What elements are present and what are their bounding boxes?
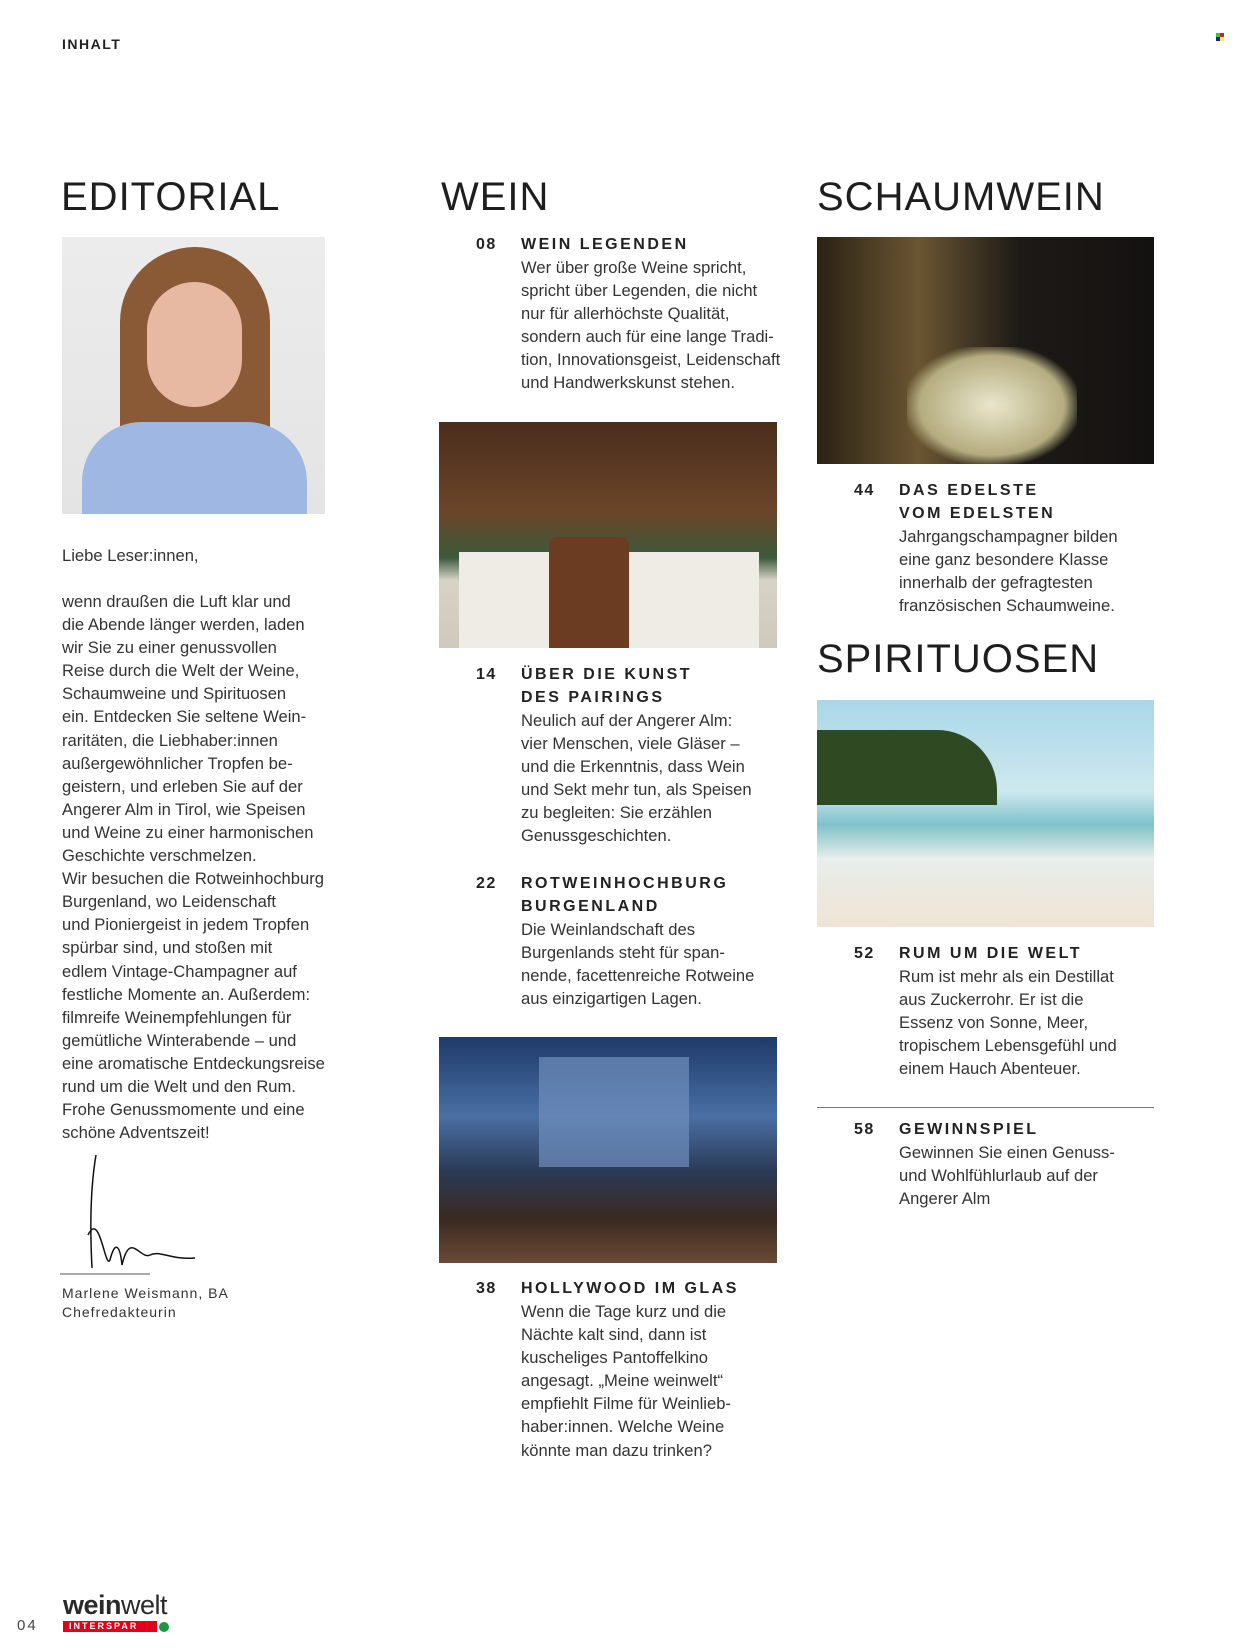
entry-title: DAS EDELSTE VOM EDELSTEN xyxy=(899,482,1056,523)
editor-portrait xyxy=(62,237,325,514)
signer-name: Marlene Weismann, BA xyxy=(62,1285,229,1301)
movie-night-photo xyxy=(439,1037,777,1263)
page-number: 44 xyxy=(854,482,875,499)
entry-text: Gewinnen Sie einen Genuss- und Wohlfühlurlaub auf der Angerer Alm xyxy=(899,1143,1115,1209)
entry-text: Rum ist mehr als ein Destillat aus Zuckerrohr. Er ist die Essenz von Sonne, Meer, tropischem Lebensgefühl und einem Hauch Abenteuer. xyxy=(899,967,1117,1079)
entry-title: ROTWEINHOCHBURG BURGENLAND xyxy=(521,875,729,916)
entry-title: HOLLYWOOD IM GLAS xyxy=(521,1280,739,1297)
page-number: 38 xyxy=(476,1280,497,1297)
toc-entry[interactable] xyxy=(476,233,806,393)
champagne-tower-photo xyxy=(817,237,1154,464)
entry-title: RUM UM DIE WELT xyxy=(899,945,1082,962)
page-number: 58 xyxy=(854,1121,875,1138)
page-number: 08 xyxy=(476,236,497,253)
toc-entry[interactable] xyxy=(854,479,1184,616)
page-number: 52 xyxy=(854,945,875,962)
schaumwein-heading: SCHAUMWEIN xyxy=(817,175,1105,219)
editorial-greeting: Liebe Leser:innen, xyxy=(62,546,199,565)
toc-entry[interactable] xyxy=(854,942,1184,1079)
page-number: 22 xyxy=(476,875,497,892)
weinwelt-logo xyxy=(63,1592,169,1632)
page-number: 14 xyxy=(476,666,497,683)
tropical-beach-photo xyxy=(817,700,1154,927)
entry-text: Neulich auf der Angerer Alm: vier Menschen, viele Gläser – und die Erkenntnis, dass Wein und Sekt mehr tun, als Speisen zu begleiten: Sie erzählen Genussgeschichten. xyxy=(521,711,752,846)
pairing-photo xyxy=(439,422,777,648)
signature-icon xyxy=(60,1150,200,1275)
entry-text: Jahrgangschampagner bilden eine ganz besondere Klasse innerhalb der gefragtesten französischen Schaumweine. xyxy=(899,527,1118,616)
entry-title: WEIN LEGENDEN xyxy=(521,236,689,253)
logo-bold: wein xyxy=(63,1590,122,1620)
toc-entry[interactable] xyxy=(854,1118,1184,1209)
toc-entry[interactable] xyxy=(476,872,806,1009)
spirituosen-heading: SPIRITUOSEN xyxy=(817,637,1100,681)
entry-text: Wenn die Tage kurz und die Nächte kalt sind, dann ist kuscheliges Pantoffelkino angesagt. „Meine weinwelt“ empfiehlt Filme für Weinlieb- haber:innen. Welche Weine könnte man dazu trinken? xyxy=(521,1302,731,1460)
signer-role: Chefredakteurin xyxy=(62,1304,177,1320)
editorial-body: wenn draußen die Luft klar und die Abende länger werden, laden wir Sie zu einer genussvollen Reise durch die Welt der Weine, Schaumweine und Spirituosen ein. Entdecken Sie seltene Wein- raritäten, die Liebhaber:innen außergewöhnlicher Tropfen be- geistern, und erleben Sie auf der Angerer Alm in Tirol, wie Speisen und Weine zu einer harmonischen Geschichte verschmelzen. Wir besuchen die Rotweinhochburg Burgenland, wo Leidenschaft und Pioniergeist in jedem Tropfen spürbar sind, und stoßen mit edlem Vintage-Champagner auf festliche Momente an. Außerdem: filmreife Weinempfehlungen für gemütliche Winterabende – und eine aromatische Entdeckungsreise rund um die Welt und den Rum. Frohe Genussmomente und eine schöne Adventszeit! xyxy=(62,592,325,1143)
entry-text: Wer über große Weine spricht, spricht über Legenden, die nicht nur für allerhöchste Qualität, sondern auch für eine lange Tradi- tion, Innovationsgeist, Leidenschaft und Handwerkskunst stehen. xyxy=(521,258,781,393)
divider xyxy=(817,1107,1154,1108)
wein-heading: WEIN xyxy=(441,175,550,219)
page-number-footer: 04 xyxy=(17,1617,38,1634)
spar-tree-icon xyxy=(159,1622,169,1632)
entry-text: Die Weinlandschaft des Burgenlands steht für span- nende, facettenreiche Rotweine aus einzigartigen Lagen. xyxy=(521,920,755,1009)
logo-light: welt xyxy=(121,1590,168,1620)
entry-title: GEWINNSPIEL xyxy=(899,1121,1039,1138)
editorial-heading: EDITORIAL xyxy=(61,175,281,219)
toc-entry[interactable] xyxy=(476,1277,806,1460)
section-kicker: INHALT xyxy=(62,36,122,52)
color-marker-icon xyxy=(1216,33,1224,41)
toc-entry[interactable] xyxy=(476,663,806,846)
logo-interspar: INTERSPAR xyxy=(63,1621,157,1632)
entry-title: ÜBER DIE KUNST DES PAIRINGS xyxy=(521,666,693,707)
